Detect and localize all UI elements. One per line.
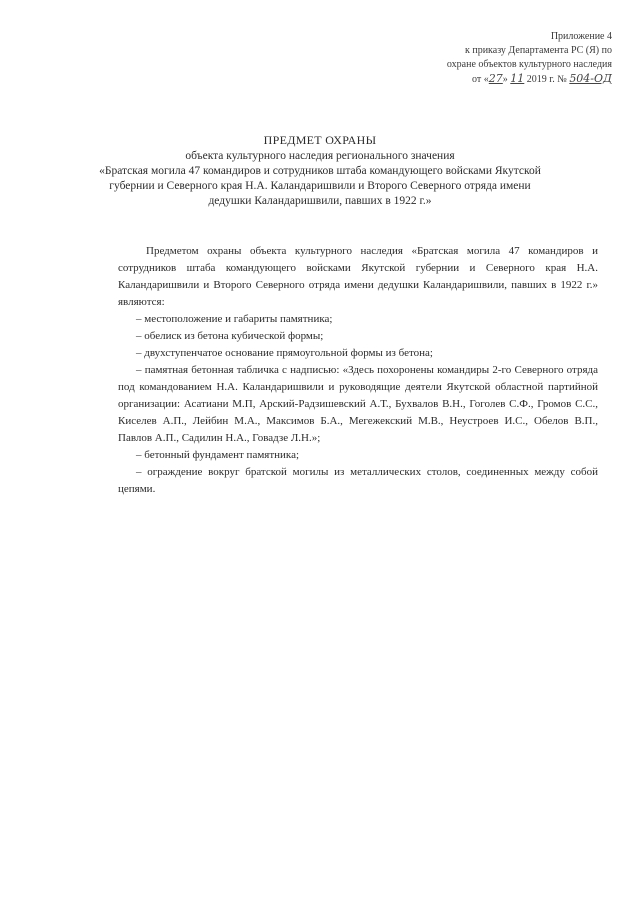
list-item: – местоположение и габариты памятника; [136, 313, 333, 325]
heading-line-1: объекта культурного наследия регионального значения [185, 150, 455, 162]
date-prefix: от « [472, 74, 489, 85]
appendix-line-3: охране объектов культурного наследия [446, 59, 612, 70]
appendix-line-2: к приказу Департамента РС (Я) по [464, 45, 612, 56]
appendix-date-line [382, 72, 612, 87]
date-month: 11 [510, 72, 525, 85]
document-body [118, 243, 598, 498]
list-item: – обелиск из бетона кубической формы; [136, 330, 324, 342]
intro-paragraph: Предметом охраны объекта культурного наследия «Братская могила 47 командиров и сотрудников штаба командующего войсками Якутской губернии и Северного края Н.А. Каландаришвили и Второго Северного отряда имени дедушки Каландаришвили, павших в 1922 г.» являются: [118, 245, 598, 308]
date-day: 27 [488, 72, 503, 85]
appendix-line-1: Приложение 4 [550, 31, 612, 42]
list-item: – двухступенчатое основание прямоугольной формы из бетона; [136, 347, 433, 359]
heading-line-2: «Братская могила 47 командиров и сотрудников штаба командующего войсками Якутской [99, 165, 541, 177]
order-number: 504-ОД [569, 72, 612, 85]
list-item: – бетонный фундамент памятника; [136, 449, 300, 461]
heading-line-4: дедушки Каландаришвили, павших в 1922 г.» [208, 195, 432, 207]
date-mid: » [502, 74, 508, 85]
page-title: ПРЕДМЕТ ОХРАНЫ [263, 133, 377, 147]
document-heading [80, 133, 560, 209]
list-item: – памятная бетонная табличка с надписью: «Здесь похоронены командиры 2-го Северного отряда под командованием Н.А. Каландаришвили и руководящие деятели Якутской областной партийной организации: Асатиани М.П, Арский-Радзишевский А.Т., Бухвалов В.Н., Гоголев С.Ф., Громов С.С., Киселев А.П., Лейбин М.А., Максимов Б.А., Мегежекский М.В., Неустроев И.С., Обелов В.П., Павлов А.П., Садилин Н.А., Говадзе Л.Н.»; [118, 364, 598, 444]
list-item: – ограждение вокруг братской могилы из металлических столов, соединенных между собой цепями. [118, 466, 598, 495]
heading-line-3: губернии и Северного края Н.А. Каландаришвили и Второго Северного отряда имени [109, 180, 531, 192]
appendix-block [382, 30, 612, 87]
date-year: 2019 г. № [526, 74, 567, 85]
